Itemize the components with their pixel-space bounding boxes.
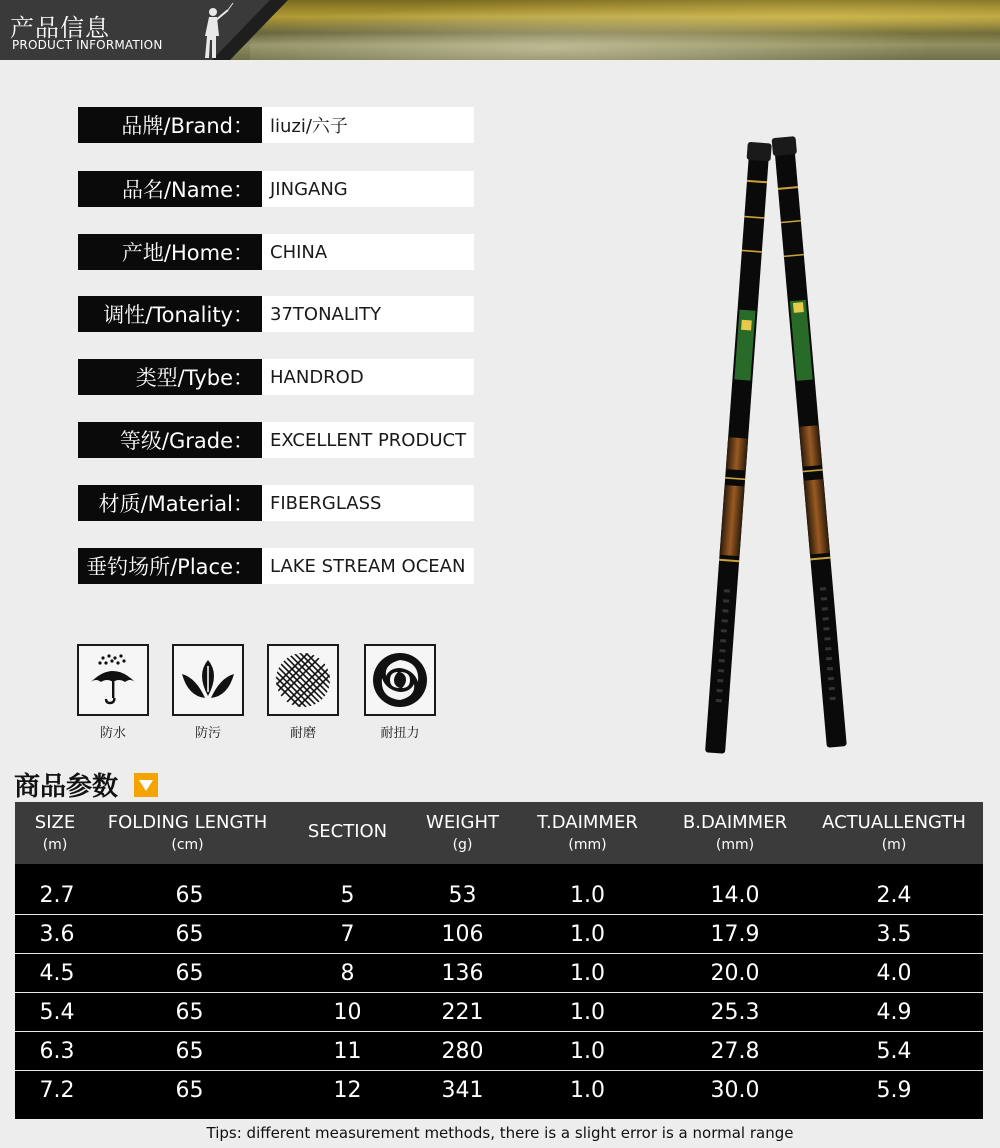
feature-label: 防水	[99, 726, 126, 741]
column-name: ACTUALLENGTH	[822, 812, 966, 833]
table-cell: 11	[333, 1038, 362, 1064]
column-header	[805, 802, 983, 864]
table-cell: 10	[333, 999, 362, 1025]
feature-label: 防污	[194, 726, 221, 741]
table-cell: 14.0	[710, 882, 760, 908]
spec-value: liuzi/六子	[262, 107, 474, 143]
table-cell: 341	[441, 1077, 484, 1103]
spec-row-tonality	[78, 296, 474, 332]
spec-key: 类型/Tybe：	[78, 359, 262, 395]
table-cell: 65	[175, 882, 204, 908]
chevron-down-icon	[134, 773, 158, 797]
spec-row-brand	[78, 107, 474, 143]
column-unit: (m)	[42, 837, 68, 853]
feature-label: 耐磨	[289, 726, 316, 741]
table-cell: 3.6	[39, 921, 75, 947]
table-cell: 8	[340, 960, 355, 986]
column-unit: (m)	[881, 837, 907, 853]
spec-value: CHINA	[262, 234, 474, 270]
table-body	[15, 864, 983, 1119]
table-cell: 5.4	[876, 1038, 912, 1064]
column-unit: (mm)	[715, 837, 755, 853]
table-cell: 65	[175, 960, 204, 986]
table-cell: 7	[340, 921, 355, 947]
column-name: WEIGHT	[426, 812, 499, 833]
tip-text: Tips: different measurement methods, there is a slight error is a normal range	[206, 1124, 794, 1142]
column-header	[665, 802, 805, 864]
table-cell: 12	[333, 1077, 362, 1103]
spec-value: HANDROD	[262, 359, 474, 395]
spec-value: EXCELLENT PRODUCT	[262, 422, 474, 458]
feature-icon-box	[267, 644, 339, 716]
spec-row-type	[78, 359, 474, 395]
page-title: 产品信息	[10, 14, 110, 42]
angler-icon	[186, 2, 234, 60]
fishing-rod-image	[640, 120, 900, 760]
table-cell: 2.7	[39, 882, 75, 908]
spec-key: 材质/Material：	[78, 485, 262, 521]
table-row	[15, 915, 983, 954]
table-cell: 1.0	[570, 921, 605, 947]
feature-icon-box	[364, 644, 436, 716]
table-row	[15, 876, 983, 915]
params-title: 商品参数	[14, 772, 119, 802]
table-cell: 65	[175, 1077, 204, 1103]
column-header	[510, 802, 665, 864]
spec-row-home	[78, 234, 474, 270]
table-cell: 1.0	[570, 960, 605, 986]
table-cell: 1.0	[570, 882, 605, 908]
twist-swirl-icon	[370, 650, 430, 710]
table-cell: 2.4	[876, 882, 912, 908]
page-subtitle: PRODUCT INFORMATION	[12, 38, 163, 52]
leaf-icon	[178, 652, 238, 708]
spec-key: 垂钓场所/Place：	[78, 548, 262, 584]
column-name: SECTION	[307, 821, 388, 842]
column-unit: (mm)	[568, 837, 607, 853]
spec-value: 37TONALITY	[262, 296, 474, 332]
column-header	[95, 802, 280, 864]
table-row	[15, 1071, 983, 1109]
table-cell: 1.0	[570, 999, 605, 1025]
table-header	[15, 802, 983, 864]
column-name: T.DAIMMER	[537, 812, 638, 833]
table-cell: 65	[175, 1038, 204, 1064]
table-cell: 5.9	[876, 1077, 912, 1103]
table-cell: 4.0	[876, 960, 912, 986]
table-cell: 17.9	[710, 921, 760, 947]
column-header	[280, 802, 415, 864]
feature-label: 耐扭力	[380, 726, 420, 741]
feature-wearproof	[267, 644, 339, 741]
table-cell: 5.4	[39, 999, 75, 1025]
table-cell: 4.9	[876, 999, 912, 1025]
params-table	[15, 802, 983, 1119]
banner-landscape	[250, 0, 1000, 60]
feature-icon-box	[77, 644, 149, 716]
feature-antifouling	[172, 644, 244, 741]
table-row	[15, 1032, 983, 1071]
column-unit: (cm)	[171, 837, 204, 853]
table-cell: 1.0	[570, 1077, 605, 1103]
spec-row-grade	[78, 422, 474, 458]
table-cell: 1.0	[570, 1038, 605, 1064]
column-name: SIZE	[34, 812, 76, 833]
spec-row-name	[78, 171, 474, 207]
table-row	[15, 954, 983, 993]
table-cell: 27.8	[710, 1038, 760, 1064]
spec-row-place	[78, 548, 474, 584]
spec-key: 产地/Home：	[78, 234, 262, 270]
table-cell: 53	[448, 882, 477, 908]
table-row	[15, 993, 983, 1032]
table-cell: 65	[175, 921, 204, 947]
feature-waterproof	[77, 644, 149, 741]
table-cell: 65	[175, 999, 204, 1025]
feature-icon-box	[172, 644, 244, 716]
spec-value: FIBERGLASS	[262, 485, 474, 521]
spec-key: 品名/Name：	[78, 171, 262, 207]
column-name: B.DAIMMER	[682, 812, 788, 833]
table-cell: 136	[441, 960, 484, 986]
table-cell: 5	[340, 882, 355, 908]
table-cell: 25.3	[710, 999, 760, 1025]
column-header	[415, 802, 510, 864]
spec-row-material	[78, 485, 474, 521]
spec-value: JINGANG	[262, 171, 474, 207]
feature-torsion	[364, 644, 436, 741]
column-unit: (g)	[452, 837, 473, 853]
column-name: FOLDING LENGTH	[107, 812, 268, 833]
header-banner	[0, 0, 1000, 60]
table-cell: 221	[441, 999, 484, 1025]
column-header	[15, 802, 95, 864]
table-cell: 7.2	[39, 1077, 75, 1103]
spec-key: 调性/Tonality：	[78, 296, 262, 332]
umbrella-rain-icon	[85, 652, 141, 708]
table-cell: 280	[441, 1038, 484, 1064]
table-cell: 30.0	[710, 1077, 760, 1103]
table-cell: 4.5	[39, 960, 75, 986]
table-cell: 106	[441, 921, 484, 947]
table-cell: 6.3	[39, 1038, 75, 1064]
spec-value: LAKE STREAM OCEAN	[262, 548, 474, 584]
table-cell: 20.0	[710, 960, 760, 986]
wear-texture-icon	[273, 650, 333, 710]
spec-key: 品牌/Brand：	[78, 107, 262, 143]
table-cell: 3.5	[876, 921, 912, 947]
spec-key: 等级/Grade：	[78, 422, 262, 458]
